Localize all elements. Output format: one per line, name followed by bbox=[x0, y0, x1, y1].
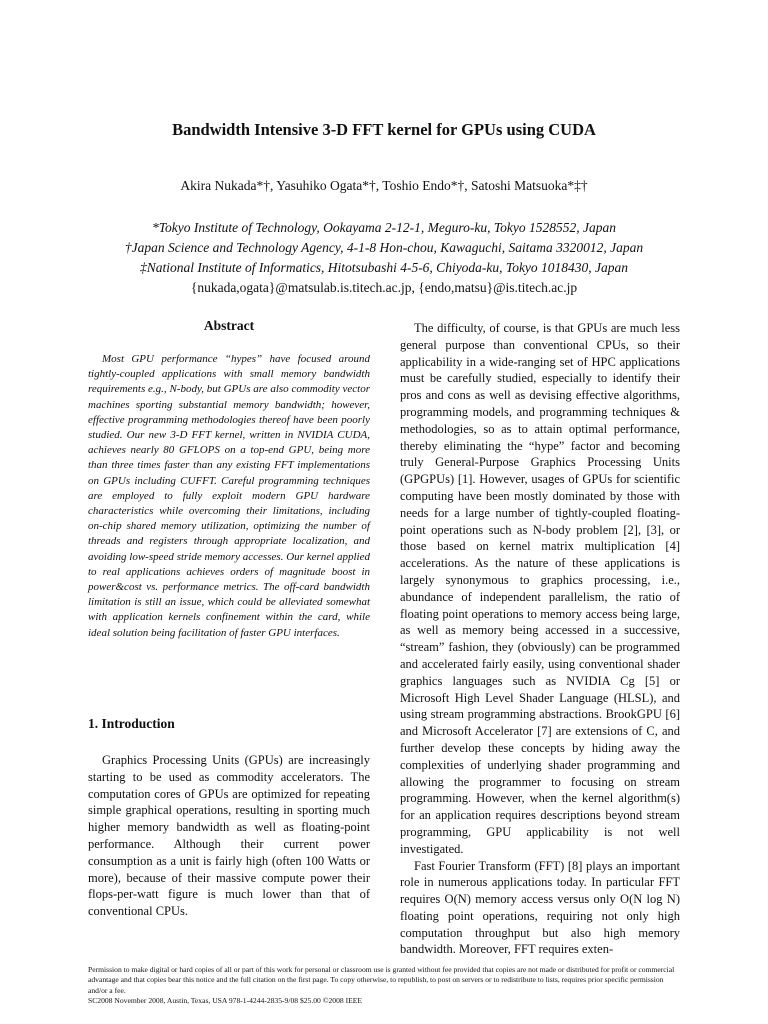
intro-paragraph-3: Fast Fourier Transform (FFT) [8] plays an important role in numerous applications today. In particular FFT requires O(N) memory access versus only O(N log N) floating point operations, requiring not only high computation throughput but also high memory bandwidth. Moreover, FFT requires exten- bbox=[400, 858, 680, 957]
affiliation-nii: ‡National Institute of Informatics, Hitotsubashi 4-5-6, Chiyoda-ku, Tokyo 1018430, Japan bbox=[139, 260, 629, 275]
paper-title: Bandwidth Intensive 3-D FFT kernel for GPUs using CUDA bbox=[172, 120, 596, 139]
abstract-paragraph: Most GPU performance “hypes” have focused around tightly-coupled applications with small memory bandwidth requirements e.g., N-body, but GPUs are also commodity vector machines sporting substantial memory bandwidth; however, effective programming methodologies thereof have been poorly studied. Our new 3-D FFT kernel, written in NVIDIA CUDA, achieves nearly 80 GFLOPS on a top-end GPU, being more than three times faster than any existing FFT implementations on GPUs including CUFFT. Careful programming techniques are employed to fully exploit modern GPU hardware characteristics while overcoming their limitations, including on-chip shared memory utilization, optimizing the number of threads and registers through appropriate localization, and avoiding low-speed stride memory accesses. Our kernel applied to real applications achieves orders of magnitude boost in power&cost vs. performance metrics. The off-card bandwidth limitation is still an issue, which could be alleviated somewhat with application kernels confinement within the card, while ideal solution being facilitation of faster GPU interfaces. bbox=[88, 353, 370, 639]
affiliation-jst: †Japan Science and Technology Agency, 4-1-8 Hon-chou, Kawaguchi, Saitama 3320012, Japan bbox=[124, 240, 644, 255]
author-list: Akira Nukada*†, Yasuhiko Ogata*†, Toshio Endo*†, Satoshi Matsuoka*‡† bbox=[180, 178, 588, 193]
intro-paragraph-1: Graphics Processing Units (GPUs) are increasingly starting to be used as commodity accelerators. The computation cores of GPUs are optimized for repeating simple graphical operations, resulting in sporting much higher memory bandwidth as well as floating-point performance. Although their current power consumption as a unit is fairly high (often 100 Watts or more), because of their massive compute power their flops-per-watt figure is much lower than that of conventional CPUs. bbox=[88, 753, 370, 919]
intro-paragraph-2: The difficulty, of course, is that GPUs are much less general purpose than conventional CPUs, so their applicability in a wide-ranging set of HPC applications must be carefully studied, especially to identify their pros and cons as well as devising effective algorithms, programming models, and programming techniques & methodologies, so as to attain optimal performance, thereby eliminating the “hype” factor and becoming truly General-Purpose Graphics Processing Units (GPGPUs) [1]. However, usages of GPUs for scientific computing have been mostly dominated by those with needs for a large number of tightly-coupled floating-point operations such as N-body problem [2], [3], or those based on kernel matrix multiplication [4] accelerations. As the nature of these applications is largely synonymous to graphics processing, i.e., abundance of independent parallelism, the ratio of floating point operations to memory access being large, as well as memory being accessed in a successive, “stream” fashion, they (obviously) can be programmed and accelerated fairly easily, using conventional shader graphics languages such as NVIDIA Cg [5] or Microsoft High Level Shader Language (HLSL), and using stream programming abstractions. BrookGPU [6] and Microsoft Accelerator [7] are extensions of C, and further develop these concepts by hiding away the complexities of underlying shader programming and allowing the programmer to focusing on stream programming. However, when the kernel algorithm(s) for an application requires descriptions beyond stream programming, GPU applicability is not well investigated. bbox=[400, 321, 680, 856]
affiliation-tokyo-tech: *Tokyo Institute of Technology, Ookayama 2-12-1, Meguro-ku, Tokyo 1528552, Japan bbox=[151, 220, 617, 235]
introduction-left-column bbox=[88, 752, 370, 920]
introduction-right-column bbox=[400, 320, 680, 958]
abstract-heading: Abstract bbox=[203, 318, 255, 333]
section-heading-introduction: 1. Introduction bbox=[88, 716, 175, 731]
author-emails: {nukada,ogata}@matsulab.is.titech.ac.jp, {endo,matsu}@is.titech.ac.jp bbox=[190, 280, 578, 295]
copyright-footer: Permission to make digital or hard copies of all or part of this work for personal or classroom use is granted without fee provided that copies are not made or distributed for profit or commercial advantage and that copies bear this notice and the full citation on the first page. To copy otherwise, to republish, to post on servers or to redistribute to lists, requires prior specific permission and/or a fee. SC2008 November 2008, Austin, Texas, USA 978-1-4244-2835-9/08 $25.00 ©2008 IEEE bbox=[88, 965, 675, 1006]
abstract-text bbox=[88, 352, 370, 641]
affiliations bbox=[0, 218, 768, 298]
